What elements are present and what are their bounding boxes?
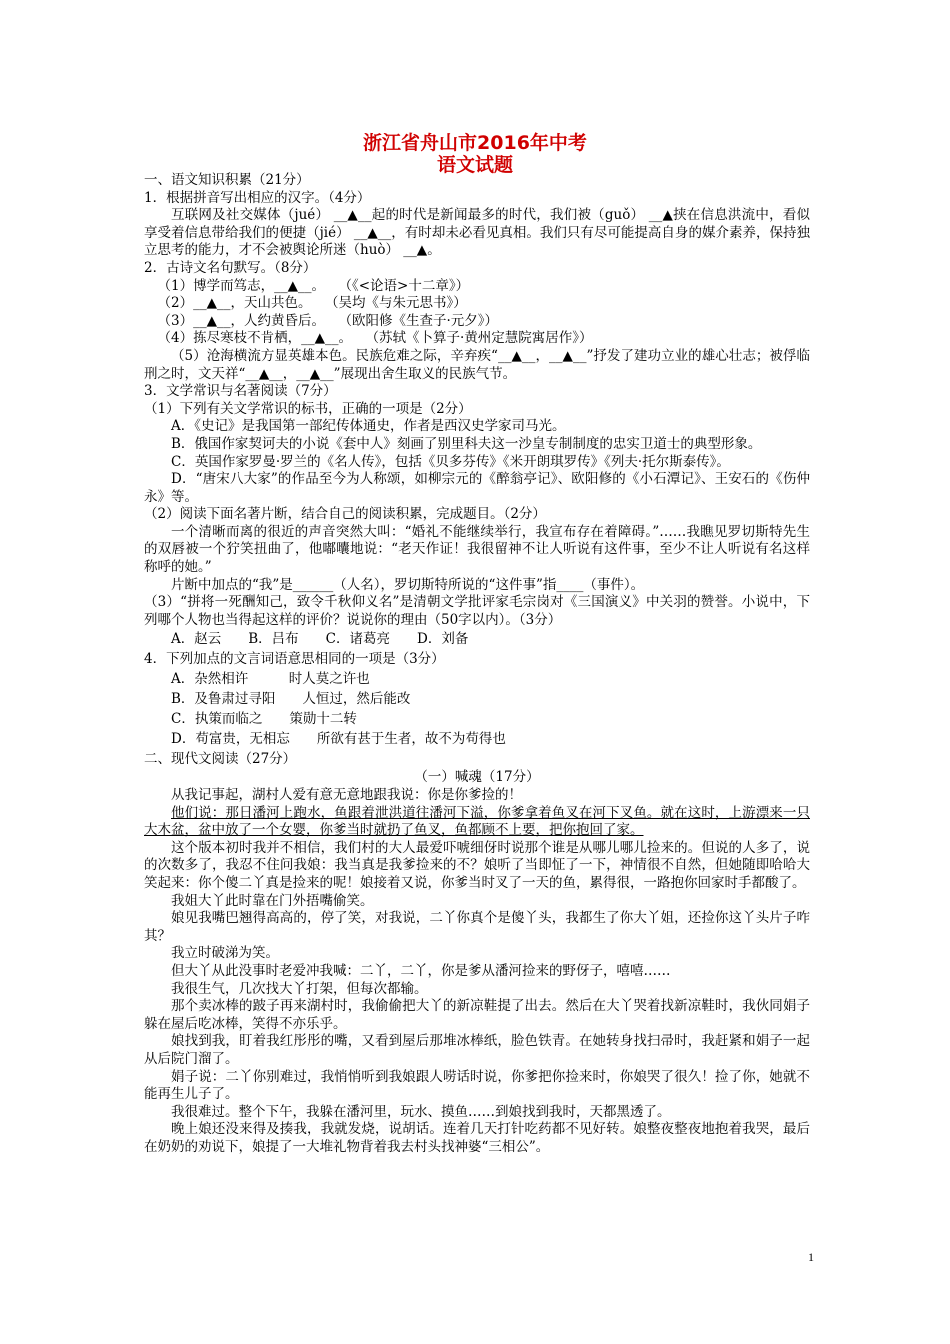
text-paragraph: D．“唐宋八大家”的作品至今为人称颂，如柳宗元的《醉翁亭记》、欧阳修的《小石潭记》、王安石的《伤仲永》等。: [144, 471, 810, 505]
text-paragraph: 那个卖冰棒的跛子再来湖村时，我偷偷把大丫的新凉鞋提了出去。然后在大丫哭着找新凉鞋时，我伙同娟子躲在屋后吃冰棒，笑得不亦乐乎。: [144, 998, 810, 1032]
text-paragraph: 3．文学常识与名著阅读（7分）: [144, 383, 337, 400]
text-paragraph: A．《史记》是我国第一部纪传体通史，作者是西汉史学家司马光。: [171, 418, 566, 435]
text-paragraph: C．执策而临之 策勋十二转: [171, 711, 357, 728]
text-paragraph: 2．古诗文名句默写。（8分）: [144, 259, 317, 276]
text-paragraph: 一个清晰而离的很近的声音突然大叫：“婚礼不能继续举行，我宣布存在着障碍。”……我瞧见罗切斯特先生的双唇被一个狞笑扭曲了，他嘟囔地说：“老天作证！我很留神不让人听说有这件事，至少不让人听说有名这样称呼的她。”: [144, 523, 810, 576]
text-paragraph: （3）__▲__，人约黄昏后。 （欧阳修《生查子·元夕》）: [157, 312, 499, 329]
text-paragraph: 他们说：那日潘河上跑水，鱼跟着泄洪道往潘河下溢，你爹拿着鱼叉在河下叉鱼。就在这时，上游漂来一只大木盆，盆中放了一个女婴，你爹当时就扔了鱼叉，鱼都顾不上要，把你抱回了家。: [144, 804, 810, 839]
text-paragraph: B．俄国作家契诃夫的小说《套中人》刻画了别里科夫这一沙皇专制制度的忠实卫道士的典型形象。: [171, 435, 762, 452]
text-paragraph: 但大丫从此没事时老爱冲我喊：二丫，二丫，你是爹从潘河捡来的野伢子，嘻嘻……: [171, 962, 671, 979]
text-paragraph: 这个版本初时我并不相信，我们村的大人最爱吓唬细伢时说那个谁是从哪儿哪儿捡来的。但说的人多了，说的次数多了，我忍不住问我娘：我当真是我爹捡来的不？娘听了当即怔了一下，神情很不自然，但她随即哈哈大笑起来：你个傻二丫真是捡来的呢！娘接着又说，你爹当时叉了一天的鱼，累得很，一路抱你回家时手都酸了。: [144, 839, 810, 891]
exam-title: 浙江省舟山市2016年中考: [363, 132, 587, 154]
text-paragraph: （3）“拼将一死酬知己，致令千秋仰义名”是清朝文学批评家毛宗岗对《三国演义》中关羽的赞誉。小说中，下列哪个人物也当得起这样的评价？说说你的理由（50字以内）。（3分）: [144, 594, 810, 628]
text-paragraph: 晚上娘还没来得及揍我，我就发烧，说胡话。连着几天打针吃药都不见好转。娘整夜整夜地抱着我哭，最后在奶奶的劝说下，娘提了一大堆礼物背着我去村头找神婆“三相公”。: [144, 1121, 810, 1155]
text-paragraph: 娘找到我，盯着我红彤彤的嘴，又看到屋后那堆冰棒纸，脸色铁青。在她转身找扫帚时，我赶紧和娟子一起从后院门溜了。: [144, 1033, 810, 1067]
text-paragraph: C．英国作家罗曼·罗兰的《名人传》，包括《贝多芬传》《米开朗琪罗传》《列夫·托尔斯泰传》。: [171, 453, 730, 470]
text-paragraph: B．及鲁肃过寻阳 人恒过，然后能改: [171, 691, 411, 708]
exam-subtitle: 语文试题: [436, 154, 513, 176]
text-paragraph: （2）阅读下面名著片断，结合自己的阅读积累，完成题目。（2分）: [144, 506, 546, 523]
text-paragraph: 片断中加点的“我”是______（人名），罗切斯特所说的“这件事”指____（事件）。: [171, 576, 645, 593]
text-paragraph: （1）博学而笃志，__▲__。 （《<论语>十二章》）: [157, 277, 470, 294]
text-paragraph: 我很难过。整个下午，我躲在潘河里，玩水、摸鱼……到娘找到我时，天都黑透了。: [171, 1103, 671, 1120]
text-paragraph: 二、现代文阅读（27分）: [144, 751, 297, 768]
text-paragraph: 娟子说：二丫你别难过，我悄悄听到我娘跟人唠话时说，你爹把你捡来时，你娘哭了很久！捡了你，她就不能再生儿子了。: [144, 1068, 810, 1103]
text-paragraph: （2）__▲__，天山共色。 （吴均《与朱元思书》）: [157, 295, 467, 312]
text-paragraph: 1．根据拼音写出相应的汉字。（4分）: [144, 189, 371, 206]
text-paragraph: （一）喊魂（17分）: [414, 769, 540, 786]
text-paragraph: 娘见我嘴巴翘得高高的，停了笑，对我说，二丫你真个是傻丫头，我都生了你大丫姐，还捡你这丫头片子咋其？: [144, 910, 810, 944]
text-paragraph: 我立时破涕为笑。: [171, 945, 279, 962]
text-paragraph: 互联网及社交媒体（jué） __▲__起的时代是新闻最多的时代，我们被（guǒ） __▲挟在信息洪流中，看似享受着信息带给我们的便捷（jié） __▲__，有时却未必看见真相。我们只有尽可能提高自身的媒介素养，保持独立思考的能力，才不会被舆论所迷（huò） __▲。: [144, 207, 810, 259]
text-paragraph: 4．下列加点的文言词语意思相同的一项是（3分）: [144, 651, 445, 668]
page-number: 1: [808, 1250, 814, 1264]
text-paragraph: （4）拣尽寒枝不肯栖，__▲__。 （苏轼《卜算子·黄州定慧院寓居作》）: [157, 330, 593, 347]
text-paragraph: 我姐大丫此时靠在门外捂嘴偷笑。: [171, 892, 374, 909]
text-paragraph: （1）下列有关文学常识的标书，正确的一项是（2分）: [144, 400, 472, 417]
exam-body: [144, 172, 810, 1157]
text-paragraph: 一、语文知识积累（21分）: [144, 172, 310, 188]
text-paragraph: 从我记事起，湖村人爱有意无意地跟我说：你是你爹捡的！: [171, 787, 522, 804]
text-paragraph: （5）沧海横流方显英雄本色。民族危难之际，辛弃疾“__▲__，__▲__”抒发了建功立业的雄心壮志；被俘临刑之时，文天祥“__▲__，__▲__”展现出舍生取义的民族气节。: [144, 347, 810, 382]
text-paragraph: D．苟富贵，无相忘 所欲有甚于生者，故不为苟得也: [171, 731, 506, 748]
text-paragraph: 我很生气，几次找大丫打架，但每次都输。: [171, 980, 428, 997]
text-paragraph: A．杂然相许 时人莫之许也: [171, 671, 370, 688]
text-paragraph: A．赵云 B．吕布 C．诸葛亮 D．刘备: [171, 631, 469, 648]
